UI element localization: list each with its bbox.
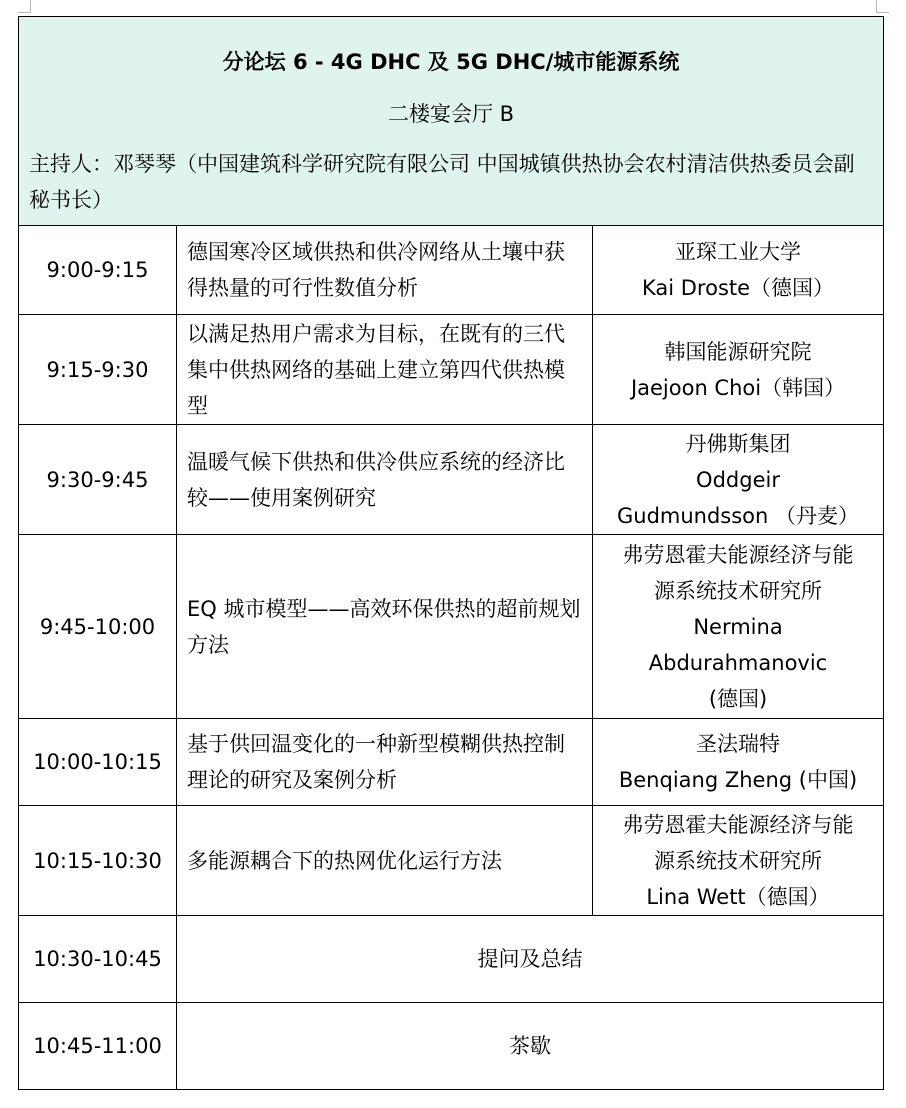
session-speaker (593, 425, 884, 535)
session-time: 10:00-10:15 (19, 719, 177, 806)
session-topic: 德国寒冷区域供热和供冷网络从土壤中获得热量的可行性数值分析 (177, 226, 593, 315)
session-time: 9:30-9:45 (19, 425, 177, 535)
session-topic: 以满足热用户需求为目标，在既有的三代集中供热网络的基础上建立第四代供热模型 (177, 315, 593, 425)
speaker-affiliation: 弗劳恩霍夫能源经济与能 (622, 542, 854, 567)
host-info: 主持人：邓琴琴（中国建筑科学研究院有限公司 中国城镇供热协会农村清洁供热委员会副秘书长） (29, 152, 855, 212)
speaker-affiliation: 丹佛斯集团 (685, 431, 791, 456)
table-row (19, 226, 884, 315)
table-row (19, 425, 884, 535)
table-row (19, 806, 884, 916)
header-row (19, 17, 884, 226)
speaker-name: Nermina (693, 614, 783, 639)
speaker-affiliation: 源系统技术研究所 (654, 848, 823, 873)
page-corner-mark-right (876, 0, 889, 13)
header-cell (19, 17, 884, 226)
session-topic: 温暖气候下供热和供冷供应系统的经济比较——使用案例研究 (177, 425, 593, 535)
table-row (19, 535, 884, 719)
forum-title: 分论坛 6 - 4G DHC 及 5G DHC/城市能源系统 (222, 50, 680, 74)
speaker-name: Abdurahmanovic (648, 650, 828, 675)
session-speaker (593, 719, 884, 806)
speaker-affiliation: 韩国能源研究院 (664, 339, 812, 364)
session-topic: 多能源耦合下的热网优化运行方法 (177, 806, 593, 916)
speaker-affiliation: 弗劳恩霍夫能源经济与能 (622, 812, 854, 837)
page-corner-mark-left (18, 0, 31, 13)
speaker-name: Gudmundsson （丹麦） (616, 503, 860, 528)
session-time: 10:15-10:30 (19, 806, 177, 916)
session-speaker (593, 315, 884, 425)
agenda-table (18, 16, 884, 1090)
closing-time: 10:45-11:00 (19, 1003, 177, 1090)
venue-label: 二楼宴会厅 B (387, 102, 515, 126)
speaker-name: Lina Wett（德国） (646, 884, 830, 909)
session-speaker (593, 535, 884, 719)
speaker-name: Benqiang Zheng (中国) (618, 768, 858, 792)
speaker-name: Oddgeir (696, 467, 780, 492)
speaker-affiliation: 圣法瑞特 (696, 732, 781, 756)
session-speaker (593, 806, 884, 916)
session-time: 9:00-9:15 (19, 226, 177, 315)
closing-label: 茶歇 (177, 1003, 884, 1090)
session-speaker (593, 226, 884, 315)
speaker-affiliation: 源系统技术研究所 (654, 578, 823, 603)
session-topic: EQ 城市模型——高效环保供热的超前规划方法 (177, 535, 593, 719)
speaker-name: Jaejoon Choi（韩国） (630, 375, 846, 400)
session-time: 9:45-10:00 (19, 535, 177, 719)
closing-time: 10:30-10:45 (19, 916, 177, 1003)
table-row (19, 1003, 884, 1090)
closing-label: 提问及总结 (177, 916, 884, 1003)
session-topic: 基于供回温变化的一种新型模糊供热控制理论的研究及案例分析 (177, 719, 593, 806)
speaker-name: Kai Droste（德国） (641, 276, 835, 300)
table-row (19, 916, 884, 1003)
speaker-affiliation: 亚琛工业大学 (675, 240, 802, 264)
session-time: 9:15-9:30 (19, 315, 177, 425)
speaker-country: (德国) (708, 686, 768, 711)
table-row (19, 719, 884, 806)
table-row (19, 315, 884, 425)
